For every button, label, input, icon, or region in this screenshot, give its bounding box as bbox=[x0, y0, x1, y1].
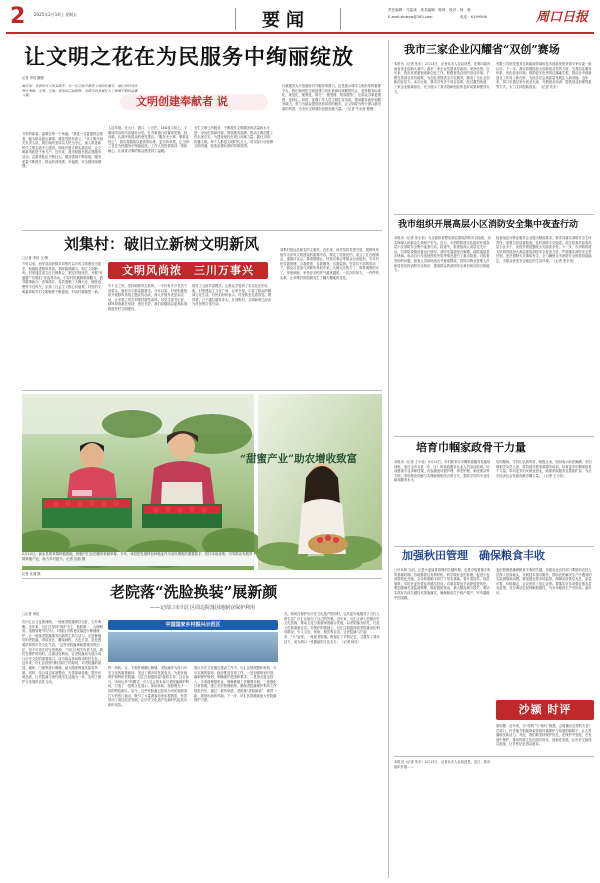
divider-a5 bbox=[394, 546, 594, 547]
date-line: 2025年2月14日 星期五 bbox=[34, 12, 78, 17]
photo-caption: 2月12日，商水县的草莓种植基地，种植户们正在棚内采摘草莓。今年，该县把发展特色种植业作为农民增收的重要抓手，依托本地优势，引导群众发展草莓种植产业，助力乡村振兴。记者 沈湘 摄 bbox=[22, 552, 254, 566]
column-divider bbox=[388, 40, 389, 878]
a3-body-col2: 有限公司则凭借其在新能源领域的技术创新优势获得专家评委一致认可。下一步，我市将继续加大创新创业扶持力度，完善创业服务体系，优化创业环境，鼓励更多优秀项目落地生根，推动全市创新创业工作再上新台阶，为经济社会高质量发展注入新动能。近年来，周口市通过举办创业大赛、开展创业培训、提供创业担保贷款等方式，大力支持创新创业。（记者 朱东） bbox=[496, 62, 592, 89]
a5-title: 培育巾帼家政骨干力量 bbox=[416, 441, 526, 454]
a2-banner-text: 文明风尚浓 三川万事兴 bbox=[108, 262, 268, 279]
a7-subtitle: ——记周口市川汇区周边院落因地制宜保护利用 bbox=[150, 605, 256, 611]
bottom-article-col2: 原标题：近年来，当“传统”与“现代”相遇，会碰撞出怎样的火花？在周口，许多地方积极探索传统村落保护与发展的新路子，让古村落焕发新活力。对此，我们要坚持保护优先，在保护中发展、在发展中保护，推动传统文化创造性转化、创新性发展，让历史文脉得以延续，让乡愁记忆得以留存。 bbox=[496, 724, 592, 747]
a1-byline: 记者 李伟 魏刚 bbox=[22, 76, 44, 80]
a7-image bbox=[108, 632, 278, 662]
a7-body-col1: 在川汇区文化街两侧，一座座老院落保存完好，古朴典雅。近年来，川汇区坚持“保护为主、抢救第一、合理利用、加强管理”的方针，对辖区内的老院落进行修缮保护，让一座座老院落焕发出新的生机与活力。走进修缮后的老院落，青砖灰瓦、雕梁画栋，古色古香，处处透着浓厚的历史文化气息。“这些老院落承载着城市的记忆，是不可再生的宝贵资源。”川汇区相关负责人说，我们在保护的同时，注重活化利用，让老院落成为展示周口历史文化的重要窗口，成为群众休闲娱乐的好去处。近年来，川汇区按照“修旧如旧”的原则，对老院落的屋顶、墙体、门窗等进行修缮，最大限度保留其原有风貌。同时，结合周边环境整治，完善基础设施，提升环境品质，让老院落与现代城市生活融为一体，实现了保护与发展的良性互动。 bbox=[22, 620, 103, 684]
a4-body-col1: 本报讯（记者 张永恒）为全面排查整治高层建筑消防安全隐患，切实保障人民群众生命财产安全，近日，市消防救援支队组织开展高层小区消防安全集中夜查行动。检查中，检查组深入高层住宅小区，对消防设施设备运行情况、消防车通道是否畅通、疏散通道是否堵塞、电动自行车违规停放充电等情况进行了重点检查。对检查发现的问题，检查人员现场指出并督促整改，同时向物业管理人员和居民宣传消防安全知识，提高群众的消防安全意识和自防自救能力。 bbox=[394, 236, 491, 273]
a1-title: 让文明之花在为民服务中绚丽绽放 bbox=[24, 44, 354, 69]
a1-body-col1: 今年的新春，温暖在每一个角落。“我是一名普通的志愿者，能为群众做点事情，我觉得很有意义。”市文明办相关负责人说，我们始终坚持以人民为中心，深入推进新时代文明实践中心建设，持续开展文明实践活动，让文明新风吹进千家万户。近年来，我市积极开展志愿服务活动，志愿者队伍不断壮大，服务领域不断拓展，服务质量不断提升，群众的获得感、幸福感、安全感持续增强。 bbox=[22, 132, 103, 169]
a2-body-col1: 今年以来，西华县清河驿乡刘集村以乡风文明建设为抓手，积极推进移风易俗，革除陈规陋习，树立文明新风。村里通过成立红白理事会、制定村规民约、开展“好婆婆”“好媳妇”评选等活动，引导村民破除陈规陋习，倡导婚事新办、丧事简办，有效遏制了大操大办、铺张浪费等不良风气，弘扬了社会主义核心价值观，村民的文明素养和乡村文明程度不断提高，村容村貌焕然一新。 bbox=[22, 262, 103, 294]
divider-a2 bbox=[22, 390, 382, 391]
a6-title: 加强秋田管理 确保粮食丰收 bbox=[402, 549, 545, 562]
bottom-article-col1: 本报讯（记者 朱东）2月13日，记者从市人社局获悉，近日，我市组织开展…… bbox=[394, 760, 491, 769]
masthead bbox=[0, 0, 600, 36]
page-number: 2 bbox=[10, 4, 26, 29]
a2-body-col2: 写不正之风，坚持树新风立新风。一个村有多少党员干部带头，就有多少群众跟着走。今年以来，村里积极组织开展移风易俗主题宣传活动，深入开展孝老爱亲活动，让孝善之风在刘集村蔚然成风。村党支部书记说，移风易俗重在坚持，贵在长效，我们将继续以更高标准推进乡村文明建设。 bbox=[108, 284, 188, 311]
photo-credit: 记者 沈湘 摄 bbox=[22, 572, 41, 576]
a5-body-col1: 本报讯（记者 王小佳）2月13日，市妇联举办巾帼家政服务技能培训班，来自全市各县（市、区）的家政服务从业人员参加培训。培训邀请专业讲师授课，内容涵盖母婴护理、养老护理、家庭保洁等方面，采取理论讲解与实操演练相结合的方式，提高学员的专业技能和服务水平。 bbox=[394, 460, 491, 483]
a7-banner-text: 中国国家乡村振兴示范区 bbox=[165, 622, 221, 628]
masthead-divider-right bbox=[340, 8, 341, 30]
a2-body-col4: 刘集村是远近闻名的文明村。近年来，该村坚持党建引领，把移风易俗作为乡风文明建设的重要内容，制定了村规民约，成立了红白理事会、道德评议会、禁毒禁赌会、村民议事会等群众自治组织，引导村民自我管理、自我教育、自我服务、自我监督。在党员干部的带动下，群众自觉参与到移风易俗中来，大操大办的少了，厚养薄葬的多了，邻里和睦、孝老爱亲的风气越来越浓。一次次的努力，一件件的实事，让刘集村的面貌发生了翻天覆地的变化。 bbox=[280, 248, 379, 280]
a7-banner bbox=[108, 620, 278, 630]
a3-title: 我市三家企业闪耀省“双创”赛场 bbox=[404, 43, 560, 56]
newspaper-logo: 周口日报 bbox=[536, 10, 589, 25]
photo-strawberry-harvest bbox=[22, 394, 382, 570]
a6-body-col1: □叶永林 当前，正是小麦返青管理的关键时期，也是夺取夏粮丰收的基础时期。各地要抓住有利时机，科学做好麦田管理，促进小麦苗情转化升级，为夺取夏粮丰收打下坚实基础。要分类指导，因苗施策，对旺长麦田要及时镇压控旺，对弱苗要及早追肥促进转化。要加强病虫害监测预警，做好统防统治，最大限度减少损失。要切实抓好各项关键技术措施落实，确保粮食生产稳产增产，牢牢端稳中国饭碗。 bbox=[394, 568, 491, 600]
photo-overlay-title: “甜蜜产业”助农增收致富 bbox=[240, 453, 358, 465]
a1-intro: 编者按：在新时代文明实践中，每一位志愿者都是文明的传播者，他们用行动诠释着奉献、友爱、互助、进步的志愿精神，为城市的发展注入了源源不断的温暖力量。 bbox=[22, 84, 138, 98]
masthead-divider-left bbox=[235, 8, 236, 30]
column-logo bbox=[496, 700, 594, 720]
divider-a4 bbox=[394, 436, 594, 437]
a7-byline: □记者 何佳 bbox=[22, 612, 40, 616]
divider-photo bbox=[22, 578, 382, 579]
a6-body-col2: 麦田管理是确保粮食丰收的关键。各级农业农村部门要组织农技人员深入田间地头，开展技术指导服务，帮助农民解决生产中遇到的实际困难和问题。要加强农资市场监管，保障农资供应充足、质量可靠、价格稳定，让农民用上放心农资。要落实好各项强农惠农富农政策，充分调动农民种粮积极性，为全年粮食生产开好局、起好步。 bbox=[496, 568, 592, 595]
editor-line: 责任编辑：马雷成 美术编辑：陈琦 校对：杨 莉 bbox=[388, 8, 471, 12]
a1-callout bbox=[120, 94, 268, 110]
a5-body-col2: 培训期间，学员们认真听讲、积极互动，纷纷表示收获满满。市妇联相关负责人说，将持续开展家政服务培训，培育更多巾帼家政骨干力量，带动更多妇女就业创业，助推家政服务业提质扩容，为全市经济社会发展贡献巾帼力量。（记者 王小佳） bbox=[496, 460, 592, 478]
divider-a1 bbox=[22, 230, 382, 231]
a4-title: 我市组织开展高层小区消防安全集中夜查行动 bbox=[398, 220, 579, 230]
a2-title: 刘集村：破旧立新树文明新风 bbox=[64, 235, 260, 253]
column-logo-text: 沙颍 时评 bbox=[496, 700, 594, 720]
a1-body-col3: 全生文明公所服务，不断提升文明服务的质量和水平，进一步优化营商环境，擦亮服务品牌，推动文明创建工作走深走实，为建设现代化周口贡献力量。践行文明、传播文明，每个人都是文明的代言人，用实际行动诠释文明内涵，营造崇德向善的浓厚氛围。 bbox=[194, 126, 274, 149]
a4-body-col2: 检查组还向物业服务企业提出整改要求，要求其落实消防安全主体责任，加强日常巡查检查，及时消除火灾隐患。此次检查共检查高层小区多个，发现并督促整改火灾隐患多处。下一步，市消防救援支队将持续加大高层建筑消防安全检查力度，严格落实消防安全责任制，坚决遏制火灾事故发生，全力确保全市消防安全形势持续稳定，为群众营造安全稳定的生活环境。（记者 张永恒） bbox=[496, 236, 592, 263]
photo-collage bbox=[22, 394, 382, 570]
a2-body-col3: 领导了互助共富模式，让群众享受到了实实在在的实惠。村里建起了文化广场、农家书屋，丰富了群众的精神文化生活。村民们纷纷表示，村里的变化看得见、摸得着，日子越过越有奔头。在刘集村，文明新风已经成为村民的自觉行动。 bbox=[192, 284, 272, 307]
a7-body-col4: 式。如何在保护好历史文化遗产的同时，让其更好地服务于当代人的生活？川汇区给出了自己的答案。近年来，川汇区深入挖掘历史文化资源，推动文化与旅游深度融合发展，以老院落为依托，打造文化旅游新业态。在保护的基础上，川汇区积极探索老院落活化利用路径，引入文创、民宿、餐饮等业态，让老院落“活”起来、“火”起来。一座座老院落，既留住了乡愁记忆，又激发了城市活力，成为周口一张靓丽的文化名片。（记者 何佳） bbox=[284, 612, 380, 644]
a2-banner bbox=[108, 262, 268, 279]
divider-a3 bbox=[394, 214, 594, 215]
a7-title: 老院落“洗脸换装”展新颜 bbox=[110, 583, 278, 601]
a1-body-col2: 人居环境。在大厅、窗口、公告栏、LED显示屏上，文明城市宣传内容随处可见，在办事窗口设置意见箱、投诉箱，认真听取群众的意见建议。“服务无小事，事事连民心”，我们将继续以更高的标准、更实的举措，让文明之花在为民服务中绚丽绽放。工作人员热情周到、细致耐心，让前来办事的群众感受到了温暖。 bbox=[108, 126, 189, 153]
a3-body-col1: 本报讯（记者 朱东）2月13日，记者从市人社局获悉，在第四届河南省创业创新大赛中，我市三家企业凭借优异表现，荣获佳绩。近年来，我市高度重视创新创业工作，积极营造良好的创业环境，不断完善创业扶持政策，为创业者提供全方位服务，激发了全社会创新创业活力。本次大赛，我市共有多个项目参赛，经过激烈角逐，三家企业脱颖而出，充分展示了我市创新创业的良好成果和强劲实力。 bbox=[394, 62, 491, 94]
a2-byline: □记者 李伟 文/图 bbox=[22, 256, 49, 260]
a7-body-col3: 园区历史文化街区建设工作中，川汇区按照整体规划、分步实施的原则，稳步推进各项工作。一是加强规划引领，编制保护规划，明确保护范围和要求；二是加大资金投入，多渠道筹措资金，保障修缮工作顺利开展；三是强化日常管理，建立长效管理机制，确保老院落保护利用工作规范有序。通过一系列举措，老院落“洗脸换装”，焕然一新，展现出新的风貌。下一步，川汇区将继续加大老院落保护力度。 bbox=[194, 666, 277, 703]
a7-body-col2: 每一块砖、瓦、木构件都精心修缮。老院落作为周口历史文化的重要载体，见证了城市的发展变迁。为更好地保护和利用老院落，川汇区积极探索“政府主导、社会参与、市场运作”的模式，引入社会资本参与老院落保护利用，打造了一批集文化展示、休闲体验、旅游观光于一体的特色街区。如今，这些老院落已经成为市民和游客打卡的热门地点，吸引了大量游客前来参观游览，有效带动了周边经济发展，让历史文化遗产在新时代绽放出新的光彩。 bbox=[108, 666, 189, 707]
phone-line: 电话：6199506 bbox=[460, 15, 487, 19]
masthead-rule bbox=[6, 32, 594, 34]
a1-body-col4: 行政服务大厅是政府对外服务的窗口，也是展示城市文明形象的重要平台。我们始终把文明创建与优化营商环境紧密结合，坚持服务标准化、规范化、便利化，推行“一窗受理、集成服务”，让群众办事更便捷、更舒心。同时，加强工作人员文明礼仪培训，提高服务意识和服务能力，努力为群众提供优质高效的服务，让文明成为每个窗口最亮丽的风景，为全市文明城市创建贡献力量。（记者 牛永涛 整理） bbox=[282, 84, 382, 111]
email-line: E-mail:zkrbyw@163.com bbox=[388, 15, 433, 19]
callout-text: 文明创建奉献者 说 bbox=[136, 95, 228, 108]
section-title: 要闻 bbox=[262, 10, 310, 31]
